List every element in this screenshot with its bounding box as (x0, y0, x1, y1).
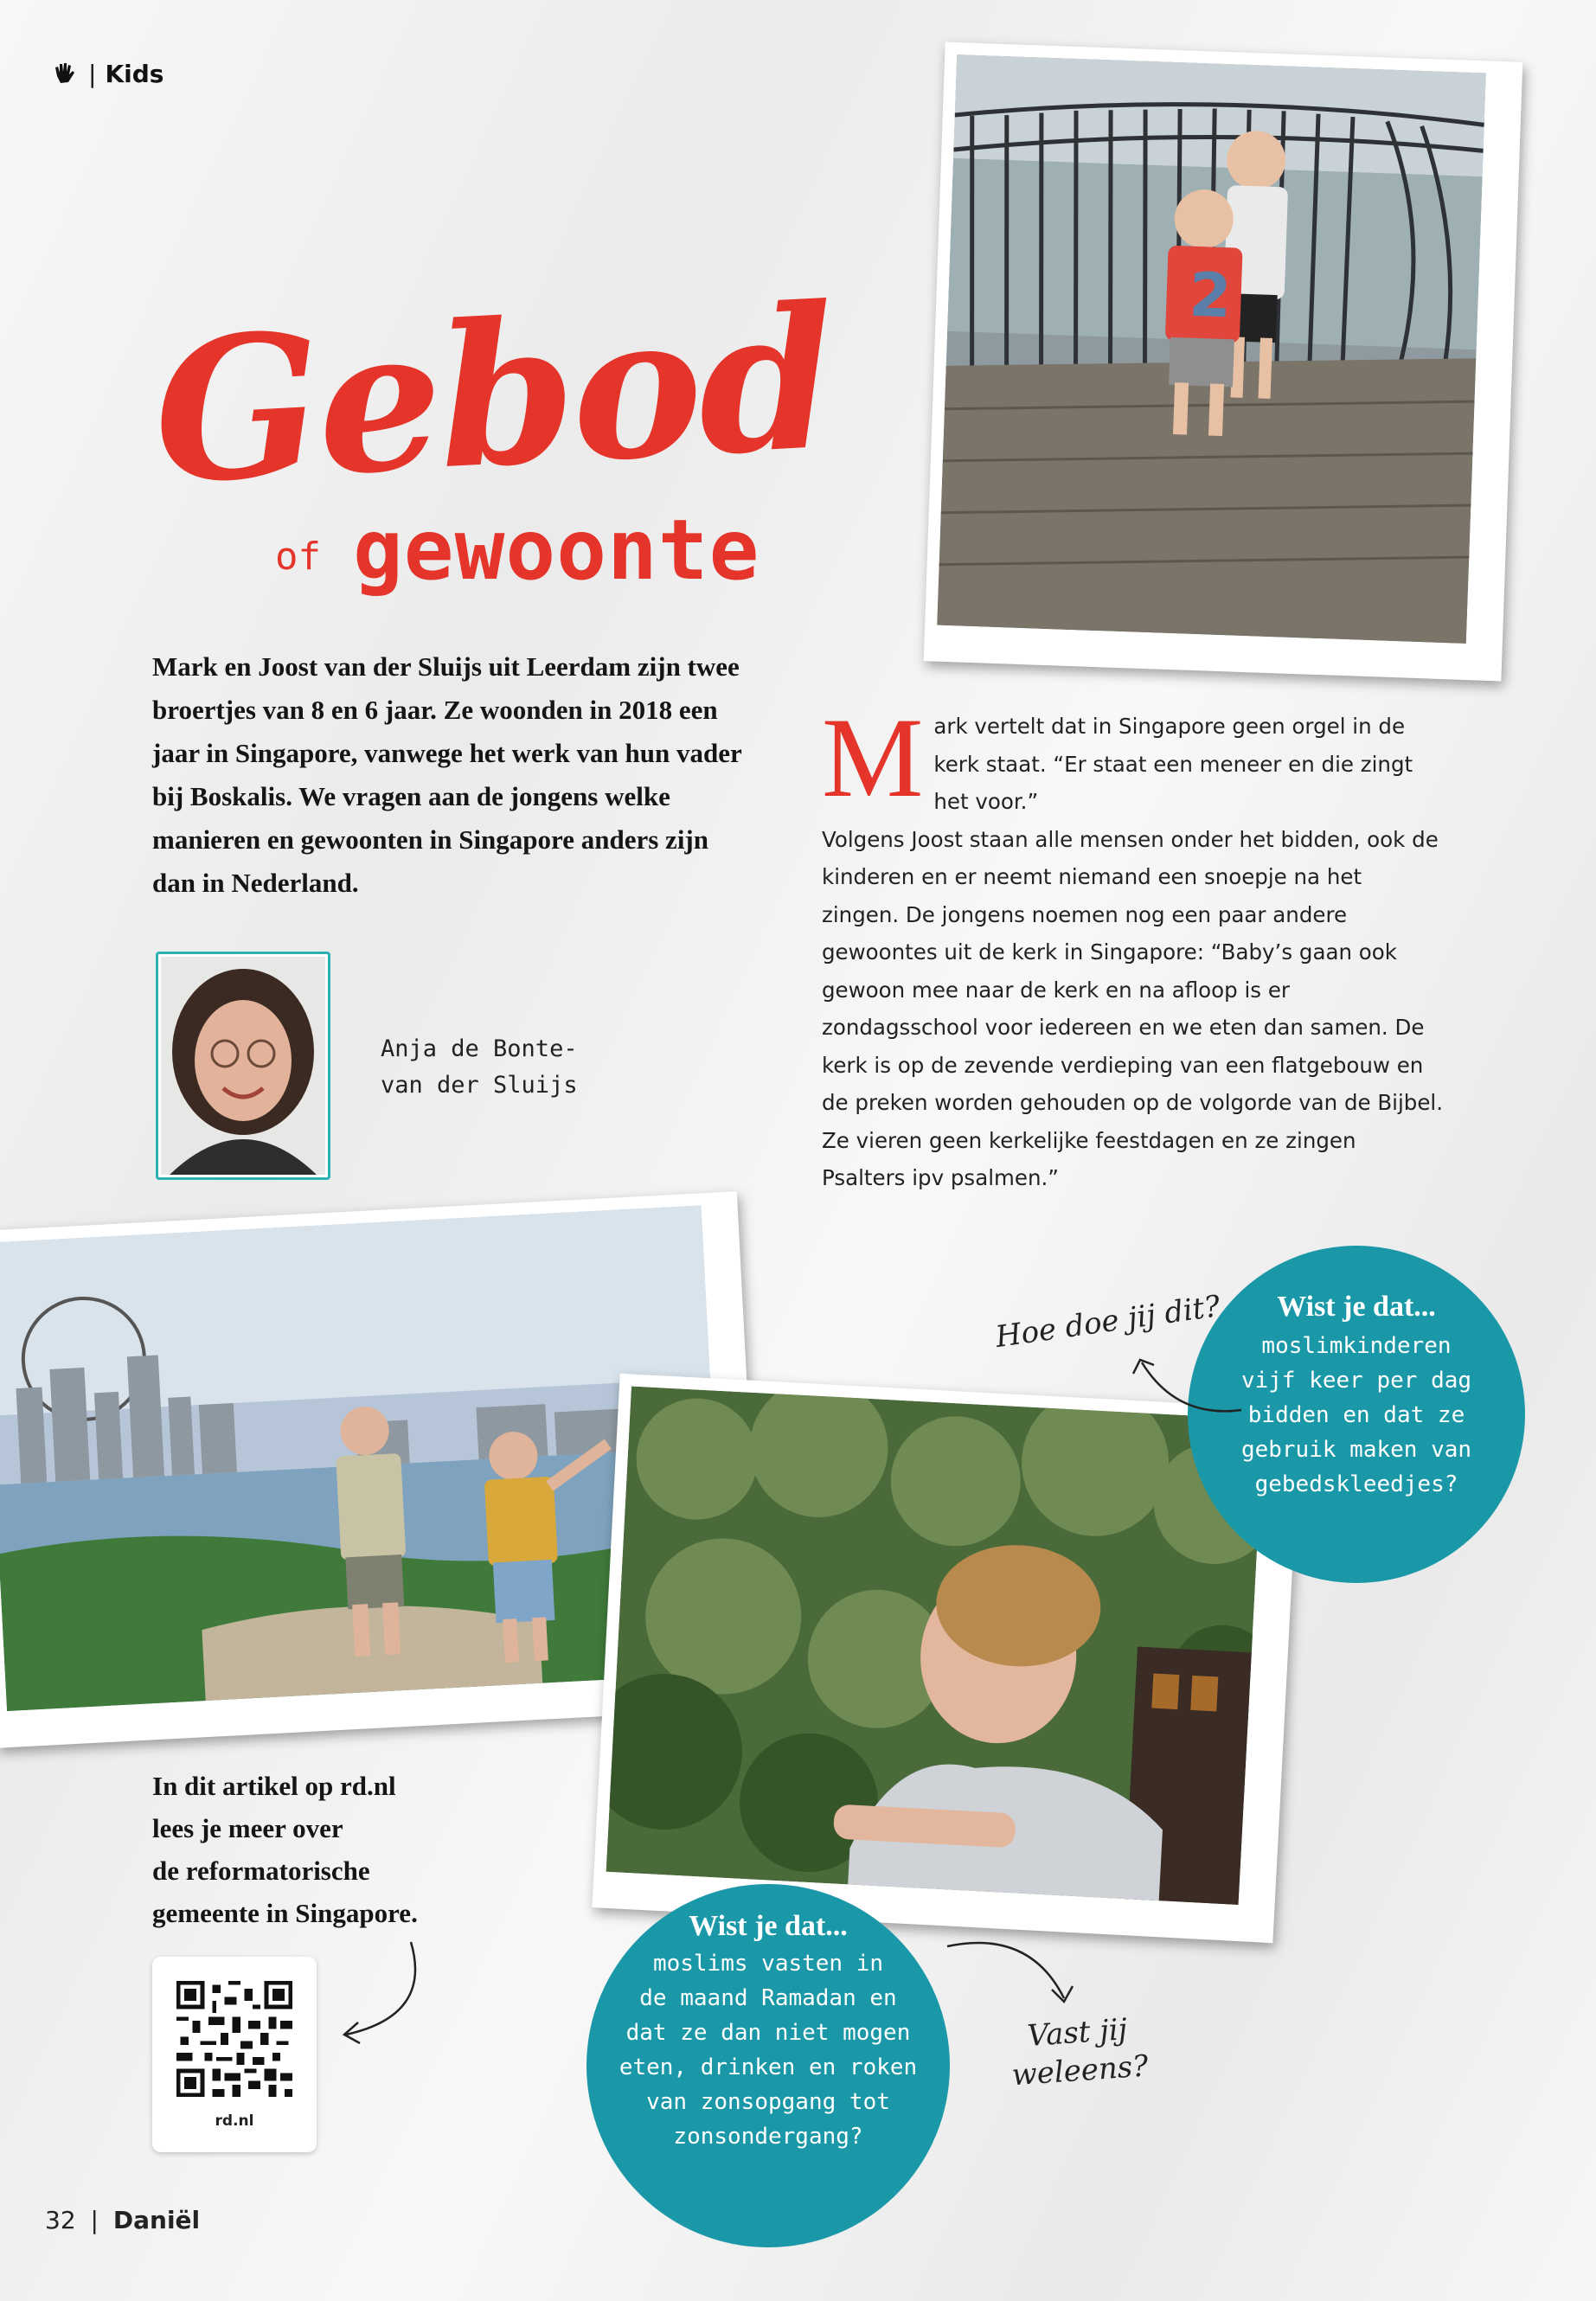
question-note-prayer: Hoe doe jij dit? (993, 1288, 1223, 1356)
section-header (50, 59, 163, 88)
fact-line: vijf keer per dag (1240, 1368, 1472, 1394)
footer-separator: | (90, 2206, 99, 2234)
author-name (381, 1031, 578, 1104)
arrow-icon-prayer (1125, 1349, 1246, 1427)
article-body (822, 694, 1445, 1197)
fact-line: moslimkinderen (1261, 1333, 1452, 1359)
author-portrait (161, 957, 325, 1175)
qr-promo-text (152, 1765, 516, 1934)
qr-code-icon[interactable] (176, 1981, 292, 2097)
fact-line: gebruik maken van (1240, 1437, 1472, 1463)
author-name-line1: Anja de Bonte- (381, 1035, 578, 1062)
qr-promo-line: gemeente in Singapore. (152, 1898, 418, 1928)
header-separator: | (88, 59, 97, 88)
intro-text (152, 645, 758, 905)
fact-line: van zonsopgang tot (646, 2089, 890, 2115)
arrow-icon-qr (337, 1938, 433, 2050)
fact-line: eten, drinken en roken (619, 2054, 918, 2080)
hand-icon (50, 59, 80, 88)
title-sub: gewoonte (353, 502, 760, 599)
svg-text:2: 2 (1188, 259, 1233, 332)
fact-line: bidden en dat ze (1247, 1402, 1465, 1428)
photo-boys-boardwalk (924, 42, 1523, 682)
fact-bubble-ramadan-title: Wist je dat... (689, 1910, 848, 1942)
fact-bubble-ramadan-text (586, 1946, 950, 2154)
question-note-line: weleens? (1010, 2048, 1150, 2093)
qr-code-card[interactable] (152, 1957, 317, 2152)
photo-boys-boardwalk-image (937, 54, 1486, 644)
author-name-line2: van der Sluijs (381, 1072, 578, 1099)
intro-paragraph: Mark en Joost van der Sluijs uit Leerdam zijn twee broertjes van 8 en 6 jaar. Ze woonden in 2018 een jaar in Singapore, vanwege het werk van hun vader bij Boskalis. We vragen aan de jongens welke manieren en gewoonten in Singapore anders zijn dan in Nederland. (152, 651, 742, 898)
arrow-icon-fasting (943, 1929, 1081, 2016)
qr-promo-line: In dit artikel op rd.nl (152, 1771, 396, 1801)
fact-line: gebedskleedjes? (1254, 1471, 1458, 1497)
qr-label: rd.nl (215, 2112, 254, 2130)
question-note-fasting (1008, 2009, 1150, 2095)
title-main: Gebod (148, 263, 837, 529)
fact-line: de maand Ramadan en (639, 1985, 897, 2011)
magazine-name: Daniël (112, 2206, 201, 2234)
fact-bubble-prayer-title: Wist je dat... (1277, 1291, 1436, 1323)
qr-promo-line: de reformatorische (152, 1856, 370, 1886)
page-footer (45, 2206, 200, 2234)
section-label: Kids (105, 59, 164, 88)
photo-boy-forest-image (606, 1387, 1264, 1906)
fact-line: moslims vasten in (652, 1951, 884, 1977)
author-photo (156, 952, 330, 1180)
fact-line: zonsondergang? (673, 2124, 863, 2150)
fact-line: dat ze dan niet mogen (625, 2020, 911, 2046)
fact-bubble-ramadan (586, 1884, 950, 2247)
qr-promo-line: lees je meer over (152, 1813, 343, 1843)
question-note-line: Vast jij (1026, 2012, 1129, 2054)
article-paragraph-1: ark vertelt dat in Singapore geen orgel in de kerk staat. “Er staat een meneer en die zingt het voor.” (933, 714, 1413, 814)
title-of: of (275, 535, 321, 579)
article-paragraph-2: Volgens Joost staan alle mensen onder het bidden, ook de kinderen en er neemt niemand een snoepje na het zingen. De jongens noemen nog een paar andere gewoontes uit de kerk in Singapore: “Baby’s gaan ook gewoon mee naar de kerk en na afloop is er zondagsschool voor iedereen en we eten dan samen. De kerk is op de zevende verdieping van een flatgebouw en de preken worden gehouden op de volgorde van de Bijbel. Ze vieren geen kerkelijke feestdagen en ze zingen Psalters ipv psalmen.” (822, 826, 1444, 1190)
dropcap: M (822, 694, 924, 821)
page-number: 32 (45, 2206, 76, 2234)
